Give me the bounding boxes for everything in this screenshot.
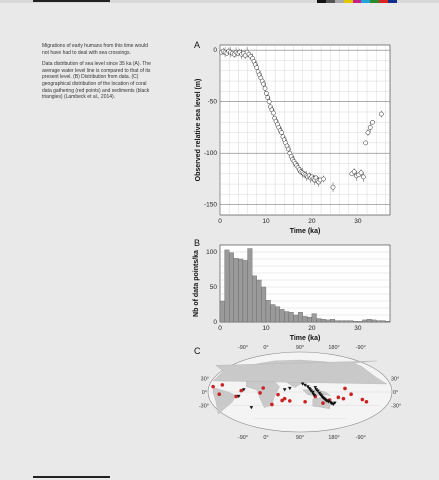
histogram-bar — [266, 300, 271, 322]
map-lat-label-right: -30° — [391, 403, 402, 410]
coral-data-point — [303, 400, 307, 404]
x-axis-label: Time (ka) — [289, 228, 321, 235]
histogram-bar — [353, 321, 358, 322]
histogram-bar — [385, 321, 390, 322]
histogram-bar — [376, 321, 381, 322]
panel-b-label: B — [194, 238, 201, 248]
histogram-bar — [289, 312, 294, 322]
histogram-bar — [294, 315, 299, 322]
histogram-bar — [335, 321, 340, 322]
x-tick-label: 0 — [218, 325, 222, 332]
histogram-bar — [362, 320, 367, 322]
x-axis-label: Time (ka) — [289, 335, 321, 342]
sea-level-point — [255, 66, 259, 70]
panel-c-label: C — [194, 346, 201, 356]
map-lat-label-left: 30° — [200, 376, 209, 383]
panel-a-label: A — [194, 40, 201, 50]
y-axis-label: Observed relative sea level (m) — [195, 78, 202, 182]
histogram-bar — [298, 312, 303, 322]
histogram-bar — [284, 312, 289, 323]
x-tick-label: 10 — [262, 325, 270, 332]
histogram-bar — [312, 314, 317, 322]
coral-data-point — [337, 396, 341, 400]
map-lon-label-bottom: 0° — [263, 435, 269, 441]
histogram-bar — [243, 260, 248, 322]
map-lon-label-top: -90° — [355, 345, 366, 351]
histogram-bar — [307, 317, 312, 322]
map-lon-label-top: 0° — [263, 345, 269, 351]
sea-level-point — [352, 170, 356, 174]
sea-level-point — [368, 125, 372, 129]
y-tick-label: 0 — [213, 47, 217, 55]
map-lat-label-right: 0° — [393, 390, 399, 396]
coral-data-point — [258, 391, 262, 395]
sea-level-point — [361, 175, 365, 179]
x-tick-label: 30 — [354, 325, 362, 332]
coral-data-point — [321, 401, 325, 405]
panel-b-chart — [193, 245, 390, 342]
coral-data-point — [270, 403, 274, 407]
coral-data-point — [288, 399, 292, 403]
coral-data-point — [217, 392, 221, 396]
coral-data-point — [342, 397, 346, 401]
map-lat-label-left: -30° — [198, 403, 209, 410]
coral-data-point — [261, 386, 265, 390]
histogram-bar — [248, 249, 253, 323]
histogram-bar — [220, 301, 225, 322]
map-lon-label-bottom: 90° — [295, 435, 305, 441]
x-tick-label: 0 — [218, 218, 222, 225]
coral-data-point — [221, 383, 225, 387]
sea-level-point — [364, 141, 368, 145]
y-tick-label: 0 — [213, 319, 217, 326]
y-tick-label: 100 — [206, 249, 217, 256]
map-lon-label-bottom: 180° — [328, 435, 340, 441]
sea-level-point — [321, 177, 325, 181]
map-lon-label-top: 180° — [328, 345, 340, 351]
histogram-bar — [234, 258, 239, 322]
map-lon-label-top: 90° — [295, 345, 305, 351]
x-tick-label: 20 — [308, 325, 316, 332]
histogram-bar — [225, 250, 230, 322]
histogram-bar — [257, 280, 262, 322]
sea-level-point — [263, 86, 267, 90]
map-lon-label-top: -90° — [237, 345, 249, 351]
y-tick-label: -50 — [207, 98, 217, 106]
histogram-bar — [238, 259, 243, 322]
sea-level-point — [370, 120, 374, 124]
histogram-bar — [229, 253, 234, 322]
histogram-bar — [303, 316, 308, 322]
map-lat-label-left: 0° — [201, 390, 207, 396]
map-lat-label-right: 30° — [391, 376, 400, 383]
histogram-bar — [252, 276, 257, 322]
sea-level-point — [267, 100, 271, 104]
histogram-bar — [316, 319, 321, 323]
y-tick-label: -100 — [203, 150, 217, 158]
sea-level-point — [279, 130, 283, 134]
x-tick-label: 30 — [354, 218, 362, 225]
coral-data-point — [361, 398, 365, 402]
panel-a-plot-area — [220, 45, 390, 215]
sea-level-point — [366, 130, 370, 134]
map-lon-label-bottom: -90° — [355, 435, 366, 441]
coral-data-point — [211, 385, 215, 389]
x-tick-label: 20 — [308, 218, 316, 225]
histogram-bar — [326, 320, 331, 322]
sea-level-point — [271, 111, 275, 115]
coral-data-point — [276, 393, 280, 397]
histogram-bar — [261, 287, 266, 322]
histogram-bar — [275, 307, 280, 322]
x-tick-label: 10 — [262, 218, 270, 225]
y-tick-label: 50 — [209, 284, 217, 291]
histogram-bar — [330, 319, 335, 322]
panel-a-chart — [195, 45, 390, 235]
sea-level-point — [331, 185, 335, 189]
histogram-bar — [271, 305, 276, 323]
sea-level-point — [359, 171, 363, 175]
y-tick-label: -150 — [203, 201, 217, 209]
histogram-bar — [349, 321, 354, 322]
coral-data-point — [239, 389, 243, 393]
panel-c-map — [199, 345, 401, 441]
coral-data-point — [283, 397, 287, 401]
histogram-bar — [321, 319, 326, 322]
coral-data-point — [349, 392, 353, 396]
map-lon-label-bottom: -90° — [237, 435, 249, 441]
caption-intro: Migrations of early humans from this time would not have had to deal with sea crossings. — [42, 43, 148, 56]
histogram-bar — [372, 320, 377, 322]
caption-description: Data distribution of sea level since 35 ka (A). The average water level line is compared to that of its present level. (B) Distribution from data. (C) geographical distribution of the location of coral data gathering (red points) and sediments (black triangles) (Lambeck et al., 2014). — [42, 61, 151, 101]
y-axis-label: Nb of data points/ka — [193, 250, 200, 317]
coral-data-point — [365, 400, 369, 404]
histogram-bar — [280, 309, 285, 322]
coral-data-point — [343, 387, 347, 391]
histogram-bar — [367, 319, 372, 322]
histogram-bar — [381, 321, 386, 322]
sea-level-point — [379, 112, 383, 116]
histogram-bar — [339, 321, 344, 322]
histogram-bar — [344, 321, 349, 322]
histogram-bar — [358, 321, 363, 322]
